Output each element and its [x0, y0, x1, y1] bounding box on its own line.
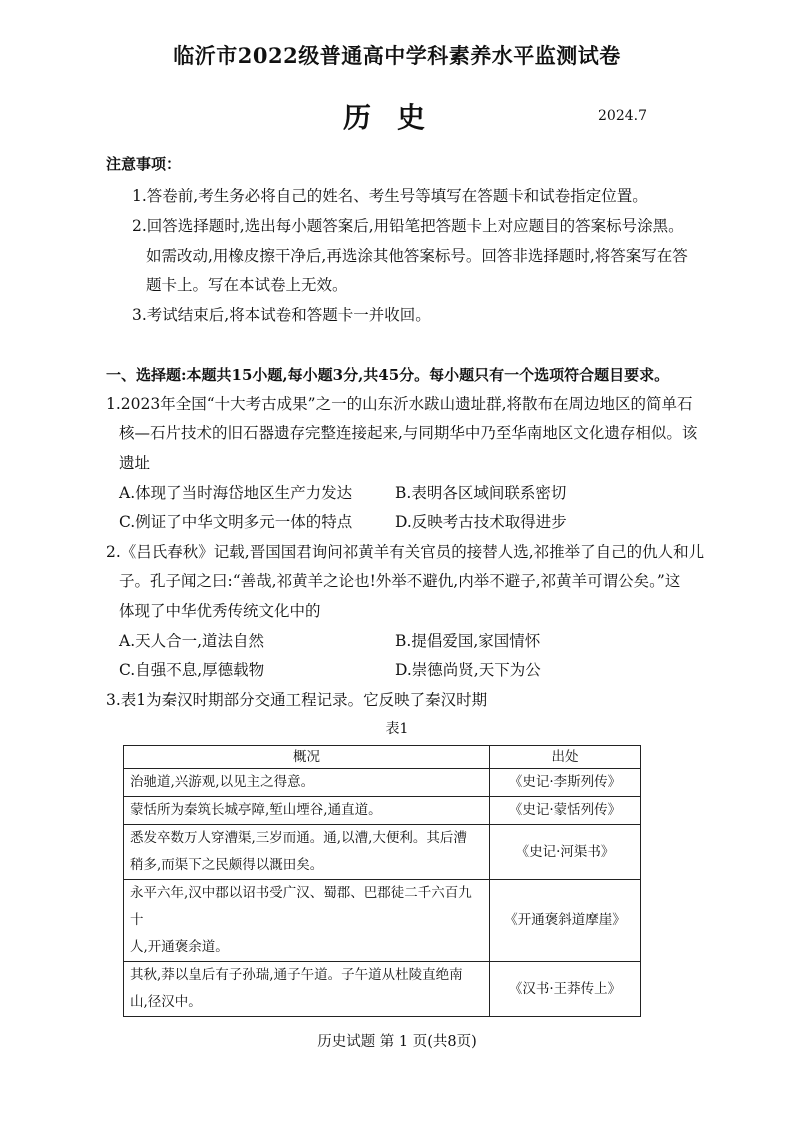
- exam-date: 2024.7: [598, 108, 647, 124]
- subject-title: 历史: [342, 101, 451, 134]
- row-source: 《开通褒斜道摩崖》: [490, 880, 641, 962]
- table-row: [124, 797, 641, 825]
- row-source: 《史记·蒙恬列传》: [490, 797, 641, 825]
- table-row: [124, 769, 641, 797]
- table-caption: 表1: [385, 721, 409, 737]
- section-heading: 一、选择题:本题共15小题,每小题3分,共45分。每小题只有一个选项符合题目要求。: [106, 366, 670, 384]
- question-2-stem: 2.《吕氏春秋》记载,晋国国君询问祁黄羊有关官员的接替人选,祁推举了自己的仇人和儿: [106, 543, 705, 561]
- row-description: [124, 825, 490, 880]
- description-line: 治驰道,兴游观,以见主之得意。: [130, 774, 315, 790]
- question-2-option-c: C.自强不息,厚德载物: [119, 661, 265, 679]
- row-source: 《史记·河渠书》: [490, 825, 641, 880]
- row-description: [124, 769, 490, 797]
- description-line: 蒙恬所为秦筑长城亭障,堑山堙谷,通直道。: [130, 802, 382, 818]
- row-description: [124, 797, 490, 825]
- question-1-option-b: B.表明各区域间联系密切: [395, 484, 567, 502]
- notice-line: 题卡上。写在本试卷上无效。: [146, 276, 348, 294]
- table-row: [124, 880, 641, 962]
- notice-line: 1.答卷前,考生务必将自己的姓名、考生号等填写在答题卡和试卷指定位置。: [132, 187, 648, 205]
- description-line: 稍多,而渠下之民颇得以溉田矣。: [130, 857, 324, 873]
- question-1-stem: 遗址: [119, 454, 151, 472]
- notice-line: 2.回答选择题时,选出每小题答案后,用铅笔把答题卡上对应题目的答案标号涂黑。: [132, 217, 684, 235]
- notice-line: 如需改动,用橡皮擦干净后,再选涂其他答案标号。回答非选择题时,将答案写在答: [146, 247, 688, 265]
- notice-heading: 注意事项：: [106, 155, 182, 173]
- row-description: [124, 880, 490, 962]
- page-footer: 历史试题 第 1 页(共8页): [317, 1034, 477, 1050]
- row-source: 《史记·李斯列传》: [490, 769, 641, 797]
- transport-records-table: [123, 745, 641, 1017]
- column-header-source: 出处: [490, 746, 641, 769]
- description-line: 其秋,莽以皇后有子孙瑞,通子午道。子午道从杜陵直绝南: [130, 967, 463, 983]
- row-source: 《汉书·王莽传上》: [490, 962, 641, 1017]
- question-2-option-d: D.崇德尚贤,天下为公: [395, 661, 541, 679]
- description-line: 悉发卒数万人穿漕渠,三岁而通。通,以漕,大便利。其后漕: [130, 830, 467, 846]
- question-1-stem: 1.2023年全国“十大考古成果”之一的山东沂水跋山遗址群,将散布在周边地区的简单石: [106, 395, 693, 413]
- question-1-option-c: C.例证了中华文明多元一体的特点: [119, 513, 353, 531]
- exam-title: 临沂市2022级普通高中学科素养水平监测试卷: [173, 43, 621, 68]
- table-row: [124, 825, 641, 880]
- description-line: 人,开通褒余道。: [130, 939, 229, 955]
- column-header-overview: 概况: [124, 746, 490, 769]
- question-2-stem: 体现了中华优秀传统文化中的: [119, 602, 321, 620]
- row-description: [124, 962, 490, 1017]
- question-1-stem: 核—石片技术的旧石器遗存完整连接起来,与同期华中乃至华南地区文化遗存相似。该: [119, 424, 698, 442]
- question-2-stem: 子。孔子闻之曰:“善哉,祁黄羊之论也!外举不避仇,内举不避子,祁黄羊可谓公矣。”这: [119, 572, 681, 590]
- table-row: [124, 962, 641, 1017]
- description-line: 永平六年,汉中郡以诏书受广汉、蜀郡、巴郡徒二千六百九十: [130, 885, 472, 928]
- table-header-row: [124, 746, 641, 769]
- question-2-option-b: B.提倡爱国,家国情怀: [395, 632, 541, 650]
- question-1-option-a: A.体现了当时海岱地区生产力发达: [119, 484, 353, 502]
- question-2-option-a: A.天人合一,道法自然: [119, 632, 265, 650]
- question-1-option-d: D.反映考古技术取得进步: [395, 513, 567, 531]
- question-3-stem: 3.表1为秦汉时期部分交通工程记录。它反映了秦汉时期: [106, 691, 488, 709]
- notice-line: 3.考试结束后,将本试卷和答题卡一并收回。: [132, 306, 431, 324]
- description-line: 山,径汉中。: [130, 994, 202, 1010]
